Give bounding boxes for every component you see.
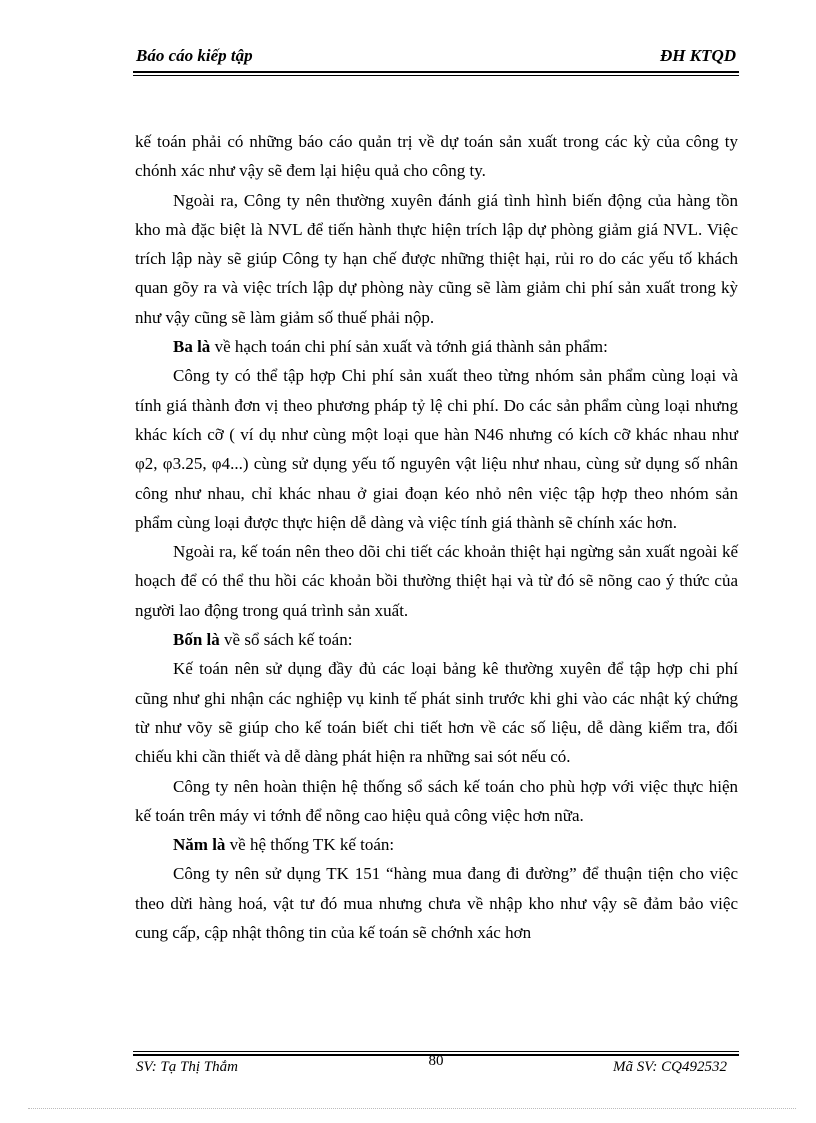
heading-text: về sổ sách kế toán: bbox=[219, 630, 353, 650]
heading-text: về hệ thống TK kế toán: bbox=[225, 835, 395, 855]
page-number: 80 bbox=[428, 1053, 444, 1069]
document-body bbox=[135, 127, 738, 947]
paragraph: Ngoài ra, Công ty nên thường xuyên đánh giá tình hình biến động của hàng tồn kho mà đặc biệt là NVL để tiến hành thực hiện trích lập dự phòng giảm giá NVL. Việc trích lập này sẽ giúp Công ty hạn chế được những thiệt hại, rủi ro do các yếu tố khách quan gõy ra và việc trích lập dự phòng này cũng sẽ làm giảm chi phí sản xuất trong kỳ như vậy cũng sẽ làm giảm số thuế phải nộp. bbox=[135, 190, 738, 327]
heading-bold: Bốn là bbox=[173, 630, 220, 650]
page-footer bbox=[133, 1053, 739, 1082]
paragraph: Công ty nên sử dụng TK 151 “hàng mua đang đi đường” để thuận tiện cho việc theo dừi hàng hoá, vật tư đó mua nhưng chưa về nhập kho như vậy sẽ đảm bảo việc cung cấp, cập nhật thông tin của kế toán sẽ chớnh xác hơn bbox=[135, 864, 738, 943]
paragraph: kế toán phải có những báo cáo quản trị về dự toán sản xuất trong các kỳ của công ty chónh xác như vậy sẽ đem lại hiệu quả cho công ty. bbox=[135, 132, 738, 181]
footer-student-id: Mã SV: CQ492532 bbox=[612, 1059, 727, 1075]
heading-bold: Ba là bbox=[173, 337, 211, 357]
page-header bbox=[133, 44, 739, 70]
footer-rule-thin bbox=[133, 1051, 739, 1052]
header-rule-thin bbox=[133, 75, 739, 76]
heading-text: về hạch toán chi phí sản xuất và tớnh giá thành sản phẩm: bbox=[210, 337, 608, 357]
header-rule-thick bbox=[133, 71, 739, 73]
paragraph: Công ty nên hoàn thiện hệ thống sổ sách kế toán cho phù hợp với việc thực hiện kế toán trên máy vi tớnh để nõng cao hiệu quả công việc hơn nữa. bbox=[135, 776, 738, 825]
header-title: Báo cáo kiếp tập bbox=[136, 46, 253, 65]
paragraph: Công ty có thể tập hợp Chi phí sản xuất theo từng nhóm sản phẩm cùng loại và tính giá thành đơn vị theo phương pháp tỷ lệ chi phí. Do các sản phẩm cùng loại nhưng khác kích cỡ ( ví dụ như cùng một loại que hàn N46 nhưng có kích cỡ khác nhau như φ2, φ3.25, φ4...) cùng sử dụng yếu tố nguyên vật liệu như nhau, cùng sử dụng số nhân công như nhau, chỉ khác nhau ở giai đoạn kéo nhỏ nên việc tập hợp theo nhóm sản phẩm cùng loại được thực hiện dễ dàng và việc tính giá thành sẽ chính xác hơn. bbox=[135, 366, 738, 532]
footer-student: SV: Tạ Thị Thắm bbox=[136, 1059, 238, 1075]
heading-bold: Năm là bbox=[173, 835, 226, 855]
page-edge-divider bbox=[28, 1108, 796, 1109]
section-heading bbox=[135, 625, 738, 654]
section-heading bbox=[135, 830, 738, 859]
header-school: ĐH KTQD bbox=[659, 46, 736, 65]
section-heading bbox=[135, 332, 738, 361]
paragraph: Kế toán nên sử dụng đầy đủ các loại bảng kê thường xuyên để tập hợp chi phí cũng như ghi nhận các nghiệp vụ kinh tế phát sinh trước khi ghi vào các nhật ký chứng từ như võy sẽ giúp cho kế toán biết chi tiết hơn về các số liệu, dễ dàng kiểm tra, đối chiếu khi cần thiết và dễ dàng phát hiện ra những sai sót nếu có. bbox=[135, 659, 738, 767]
paragraph: Ngoài ra, kế toán nên theo dõi chi tiết các khoản thiệt hại ngừng sản xuất ngoài kế hoạch để có thể thu hồi các khoản bồi thường thiệt hại và từ đó sẽ nõng cao ý thức của người lao động trong quá trình sản xuất. bbox=[135, 542, 738, 620]
